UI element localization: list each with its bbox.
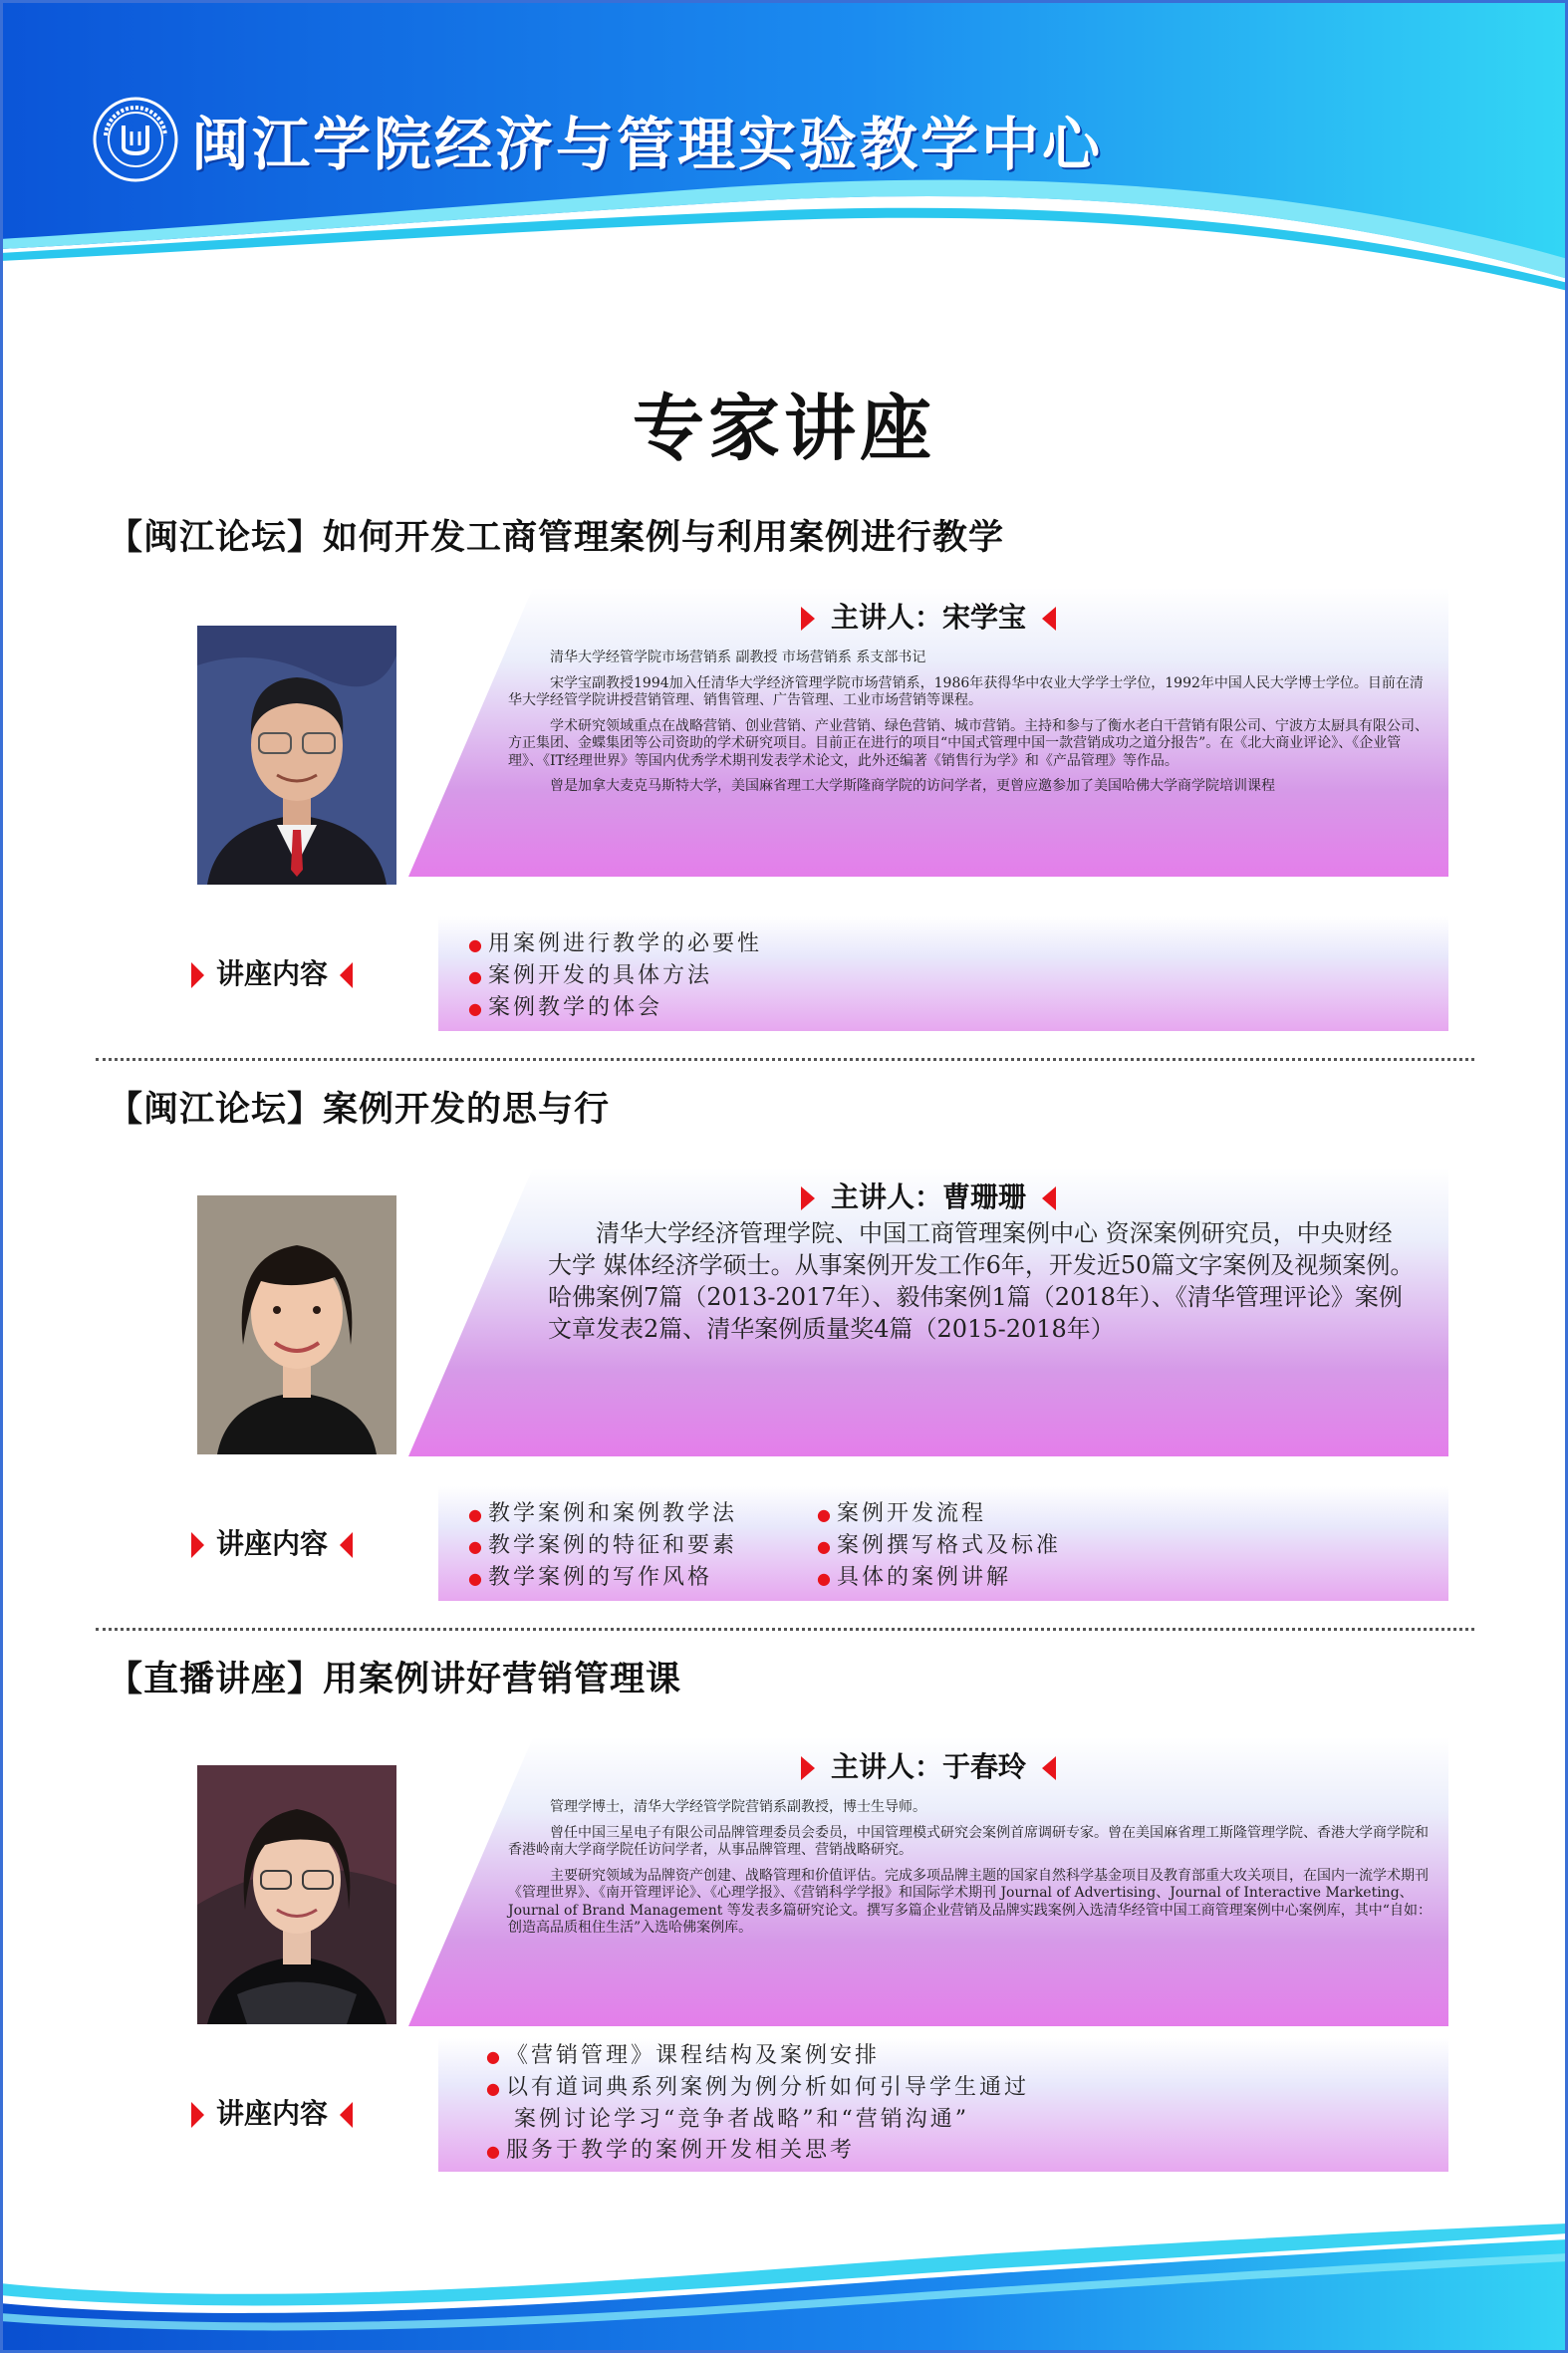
bio-paragraph: 管理学博士，清华大学经管学院营销系副教授，博士生导师。 bbox=[550, 1799, 926, 1815]
list-item: ● 教学案例的写作风格 bbox=[468, 1565, 712, 1590]
list-item: ● 服务于教学的案例开发相关思考 bbox=[486, 2138, 855, 2163]
section-2-title: 【闽江论坛】案例开发的思与行 bbox=[108, 1090, 611, 1130]
bio-paragraph: 学术研究领域重点在战略营销、创业营销、产业营销、绿色营销、城市营销。主持和参与了衡水老白干营销有限公司、宁波方太厨具有限公司、方正集团、金蝶集团等公司资助的学术研究项目。目前正在进行的项目“中国式管理中国一款营销成功之道分报告”。在《北大商业评论》、《企业管理》、《IT经理世界》等国内优秀学术期刊发表学术论文，此外还编著《销售行为学》和《产品管理》等作品。 bbox=[508, 717, 1429, 769]
bio-paragraph: 清华大学经管学院市场营销系 副教授 市场营销系 系支部书记 bbox=[550, 650, 926, 665]
section-1-title: 【闽江论坛】如何开发工商管理案例与利用案例进行教学 bbox=[108, 518, 1005, 558]
list-item: ● 用案例进行教学的必要性 bbox=[468, 931, 762, 956]
speaker-label: 主讲人：曹珊珊 bbox=[408, 1176, 1448, 1215]
content-label: 讲座内容 bbox=[191, 952, 353, 992]
bio-paragraph: 曾任中国三星电子有限公司品牌管理委员会委员，中国管理模式研究会案例首席调研专家。曾在美国麻省理工斯隆管理学院、香港大学商学院和香港岭南大学商学院任访问学者，从事品牌管理、营销战略研究。 bbox=[508, 1824, 1429, 1858]
red-dot-icon: ● bbox=[486, 2079, 500, 2098]
list-item: ● 案例撰写格式及标准 bbox=[817, 1533, 1061, 1558]
red-dot-icon: ● bbox=[486, 2142, 500, 2161]
list-item: ● 案例教学的体会 bbox=[468, 995, 662, 1020]
speaker-label: 主讲人：于春玲 bbox=[408, 1745, 1448, 1785]
content-label: 讲座内容 bbox=[191, 1522, 353, 1562]
list-item-continuation: 案例讨论学习“竞争者战略”和“营销沟通” bbox=[514, 2107, 969, 2132]
section-3-title: 【直播讲座】用案例讲好营销管理课 bbox=[108, 1660, 682, 1699]
red-dot-icon: ● bbox=[817, 1505, 831, 1524]
red-dot-icon: ● bbox=[468, 935, 482, 954]
list-item: ● 以有道词典系列案例为例分析如何引导学生通过 bbox=[486, 2075, 1029, 2100]
list-item: ● 案例开发流程 bbox=[817, 1501, 986, 1526]
red-dot-icon: ● bbox=[468, 967, 482, 986]
list-item: ● 案例开发的具体方法 bbox=[468, 963, 712, 988]
list-item: ● 教学案例和案例教学法 bbox=[468, 1501, 737, 1526]
bio-paragraph: 曾是加拿大麦克马斯特大学，美国麻省理工大学斯隆商学院的访问学者，更曾应邀参加了美国哈佛大学商学院培训课程 bbox=[550, 778, 1275, 794]
speaker-label: 主讲人：宋学宝 bbox=[408, 596, 1448, 636]
red-dot-icon: ● bbox=[468, 1537, 482, 1556]
site-title: 闽江学院经济与管理实验教学中心 bbox=[191, 111, 1104, 178]
list-item: ● 具体的案例讲解 bbox=[817, 1565, 1011, 1590]
red-dot-icon: ● bbox=[817, 1537, 831, 1556]
red-dot-icon: ● bbox=[468, 1569, 482, 1588]
list-item: ● 教学案例的特征和要素 bbox=[468, 1533, 737, 1558]
bio-paragraph: 清华大学经济管理学院、中国工商管理案例中心 资深案例研究员，中央财经大学 媒体经济学硕士。从事案例开发工作6年，开发近50篇文字案例及视频案例。哈佛案例7篇（2013-2017年）、毅伟案例1篇（2018年）、《清华管理评论》案例文章发表2篇、清华案例质量奖4篇（2015-2018年） bbox=[548, 1219, 1415, 1343]
content-label: 讲座内容 bbox=[191, 2092, 353, 2132]
red-dot-icon: ● bbox=[817, 1569, 831, 1588]
list-item: ● 《营销管理》课程结构及案例安排 bbox=[486, 2043, 880, 2068]
bio-paragraph: 主要研究领域为品牌资产创建、战略管理和价值评估。完成多项品牌主题的国家自然科学基金项目及教育部重大攻关项目，在国内一流学术期刊《管理世界》、《南开管理评论》、《心理学报》、《营销科学学报》和国际学术期刊 Journal of Advertising、Journal of Interactive Marketing、Journal of Brand Management 等发表多篇研究论文。撰写多篇企业营销及品牌实践案例入选清华经管中国工商管理案例中心案例库，其中“自如：创造高品质租住生活”入选哈佛案例库。 bbox=[508, 1867, 1432, 1936]
red-dot-icon: ● bbox=[468, 999, 482, 1018]
page-title: 专家讲座 bbox=[632, 387, 935, 470]
bio-paragraph: 宋学宝副教授1994加入任清华大学经济管理学院市场营销系，1986年获得华中农业大学学士学位，1992年中国人民大学博士学位。目前在清华大学经管学院讲授营销管理、销售管理、广告管理、工业市场营销等课程。 bbox=[508, 674, 1424, 708]
red-dot-icon: ● bbox=[486, 2047, 500, 2066]
red-dot-icon: ● bbox=[468, 1505, 482, 1524]
